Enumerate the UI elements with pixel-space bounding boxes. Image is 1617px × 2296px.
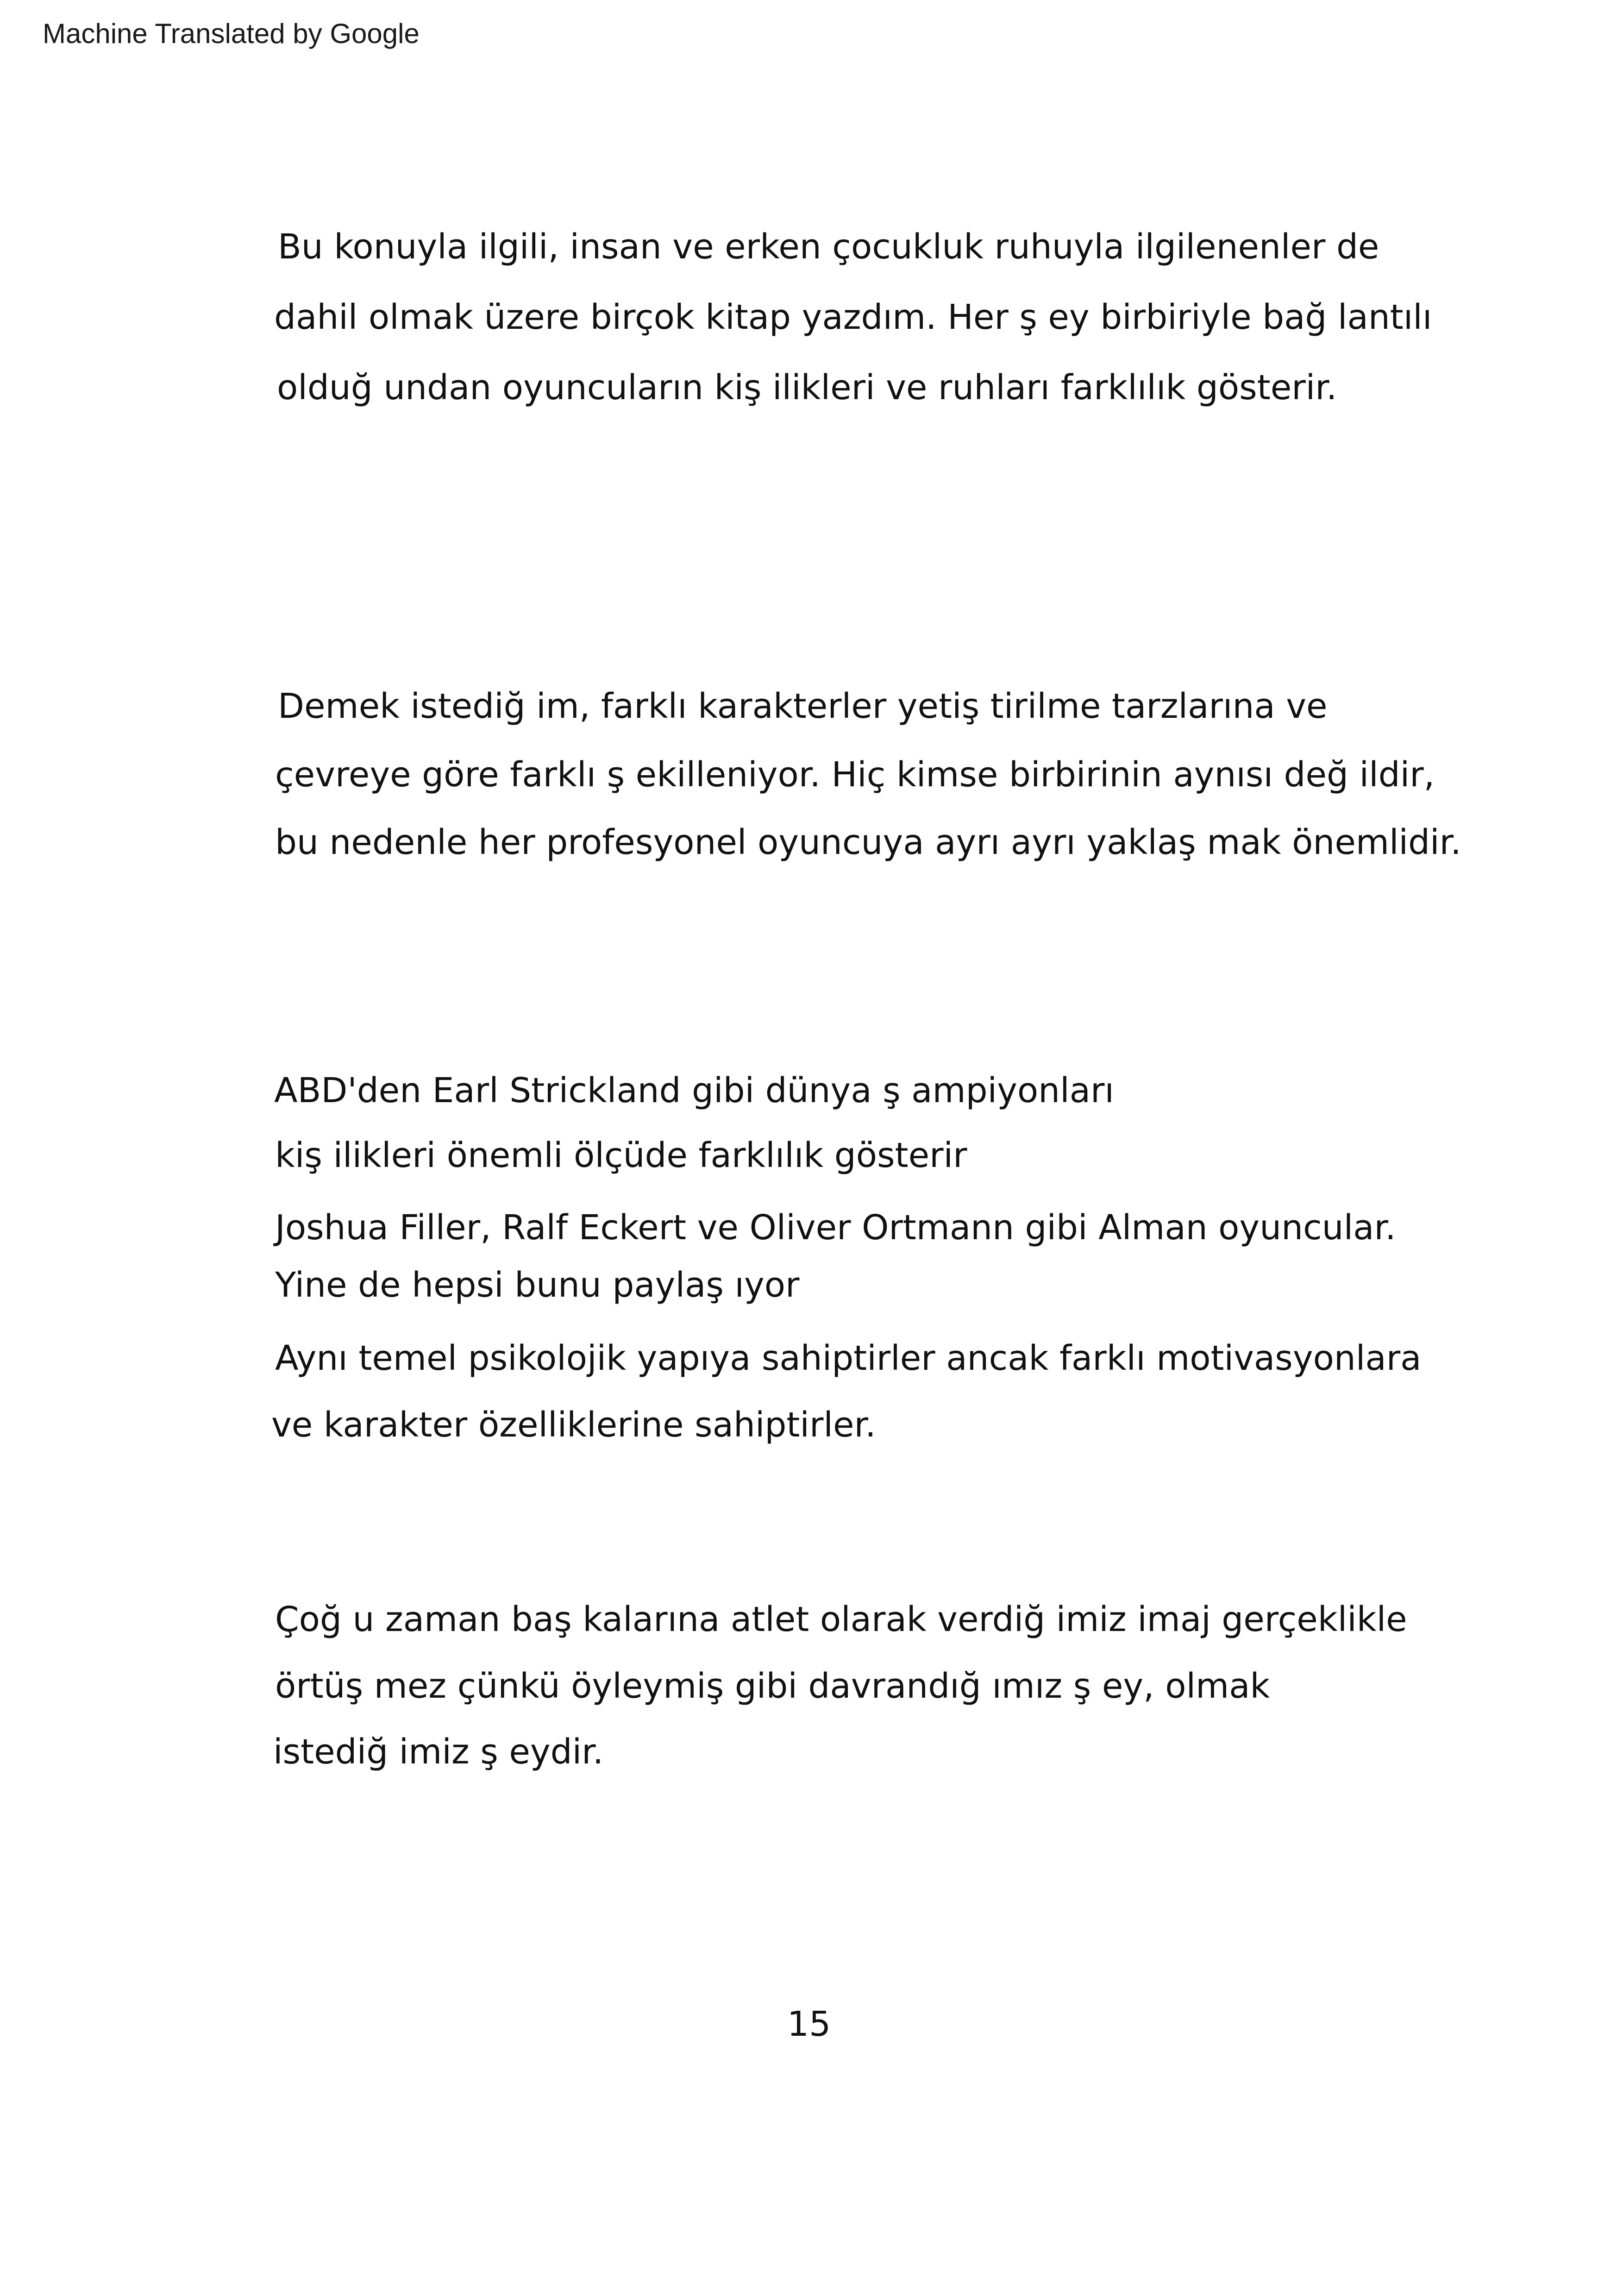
paragraph-line: örtüş mez çünkü öyleymiş gibi davrandığ ımız ş ey, olmak: [275, 1666, 1270, 1706]
paragraph-line: kiş ilikleri önemli ölçüde farklılık gösterir: [275, 1135, 967, 1175]
paragraph-line: çevreye göre farklı ş ekilleniyor. Hiç kimse birbirinin aynısı değ ildir,: [275, 755, 1435, 795]
paragraph-line: ve karakter özelliklerine sahiptirler.: [271, 1405, 876, 1445]
paragraph-line: istediğ imiz ş eydir.: [273, 1732, 604, 1772]
paragraph-line: Çoğ u zaman baş kalarına atlet olarak verdiğ imiz imaj gerçeklikle: [275, 1600, 1407, 1639]
paragraph-line: Yine de hepsi bunu paylaş ıyor: [275, 1265, 800, 1305]
paragraph-line: ABD'den Earl Strickland gibi dünya ş ampiyonları: [274, 1071, 1114, 1110]
paragraph-line: Demek istediğ im, farklı karakterler yetiş tirilme tarzlarına ve: [278, 686, 1328, 726]
page-number: 15: [787, 2004, 831, 2044]
paragraph-line: Aynı temel psikolojik yapıya sahiptirler ancak farklı motivasyonlara: [275, 1338, 1422, 1378]
machine-translation-note: Machine Translated by Google: [43, 18, 420, 49]
paragraph-line: Joshua Filler, Ralf Eckert ve Oliver Ortmann gibi Alman oyuncular.: [275, 1208, 1396, 1248]
paragraph-line: dahil olmak üzere birçok kitap yazdım. Her ş ey birbiriyle bağ lantılı: [274, 297, 1432, 337]
paragraph-line: Bu konuyla ilgili, insan ve erken çocukluk ruhuyla ilgilenenler de: [278, 227, 1379, 267]
paragraph-line: bu nedenle her profesyonel oyuncuya ayrı ayrı yaklaş mak önemlidir.: [275, 822, 1461, 862]
paragraph-line: olduğ undan oyuncuların kiş ilikleri ve ruhları farklılık gösterir.: [277, 368, 1337, 408]
